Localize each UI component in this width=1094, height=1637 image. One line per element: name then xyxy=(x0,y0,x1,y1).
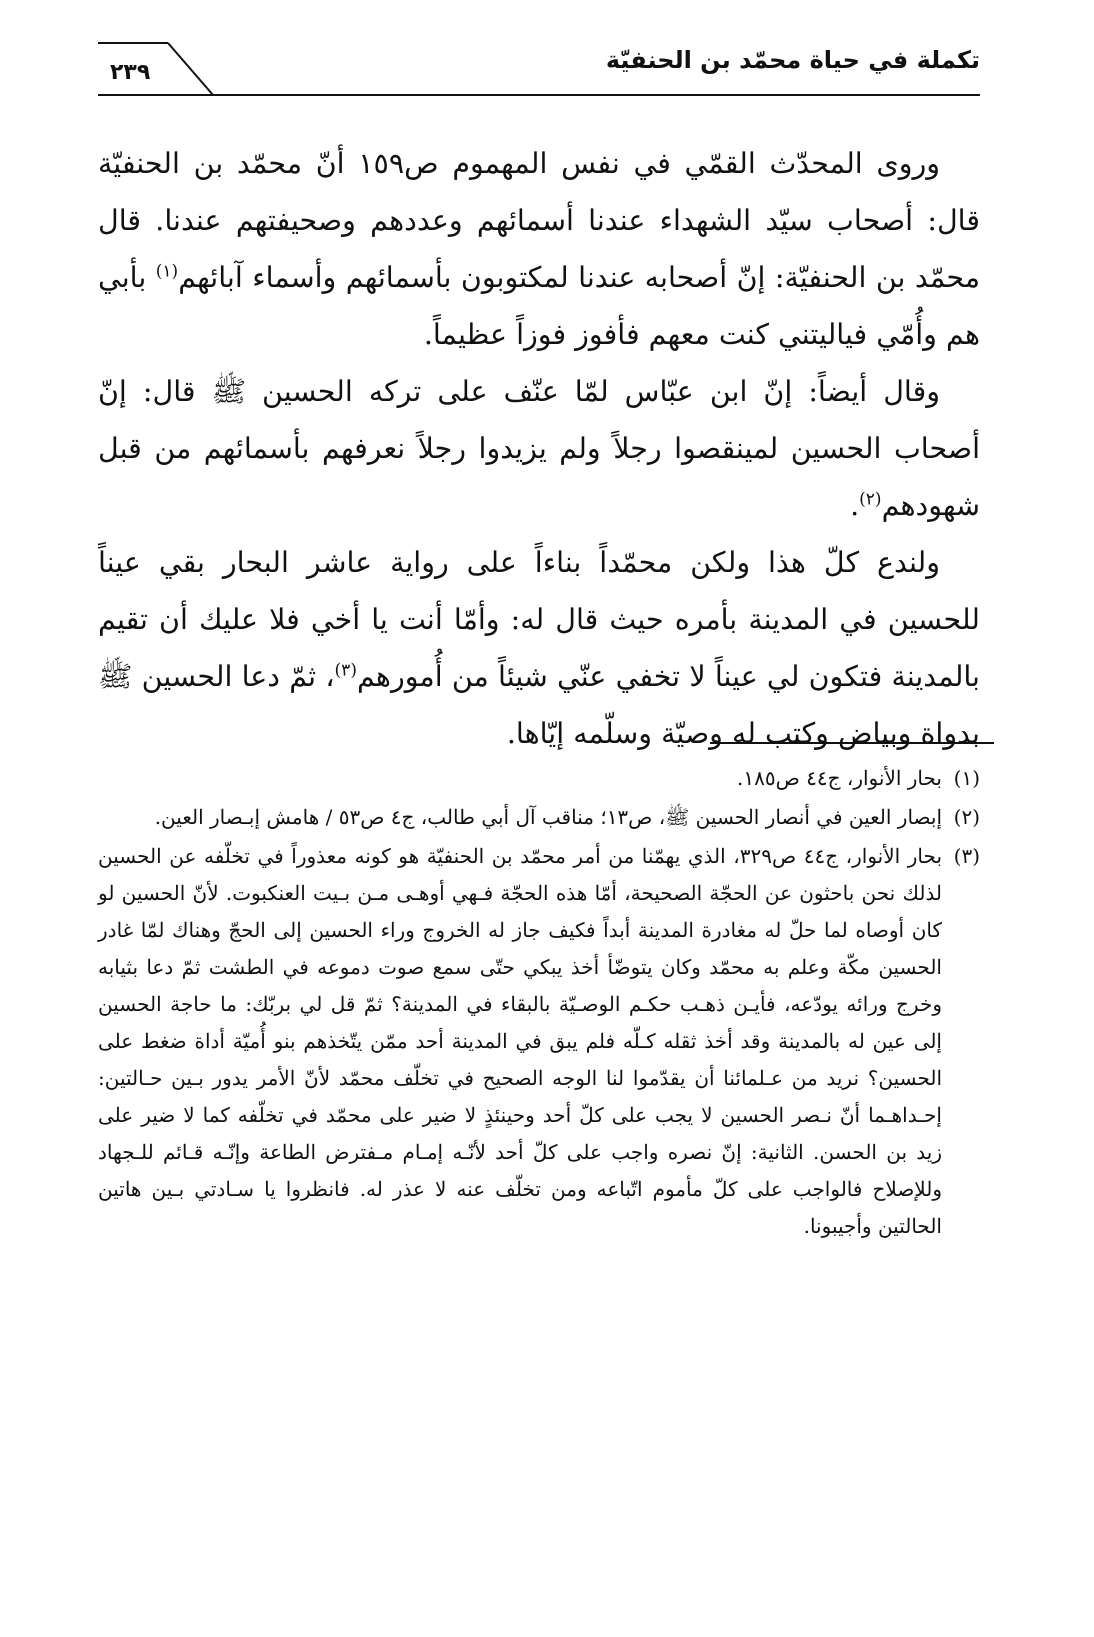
footnote-text: إبصار العين في أنصار الحسين ﷺ، ص١٣؛ مناقب آل أبي طالب، ج٤ ص٥٣ / هامش إبـصار العين. xyxy=(154,805,942,829)
footnote-separator xyxy=(710,742,994,744)
running-header xyxy=(98,42,980,98)
main-text xyxy=(98,135,980,762)
paragraph: وقال أيضاً: إنّ ابن عبّاس لمّا عنّف على تركه الحسين ﷺ قال: إنّ أصحاب الحسين لم‍ينقصوا رجلاً ولم يزيدوا رجلاً نعرفهم بأسمائهم من قبل شهودهم$^{(٢)}$. xyxy=(98,375,980,522)
running-title: تكملة في حياة محمّد بن الحنفيّة xyxy=(605,46,980,74)
footnote-text: بحار الأنوار، ج٤٤ ص١٨٥. xyxy=(736,766,942,790)
footnote-ref[interactable]: (١) xyxy=(155,261,179,282)
footnote xyxy=(98,760,980,797)
page-number: ٢٣٩ xyxy=(110,60,151,85)
paragraph: وروى المحدّث القمّي في نفس المهموم ص١٥٩ أنّ محمّد بن الحنفيّة قال: أصحاب سيّد الشهداء عندنا أسمائهم وعددهم وصحيفتهم عندنا. قال محمّد بن الحنفيّة: إنّ أصحابه عندنا لمكتوبون بأسمائهم وأسماء آبائهم$^{(١)}$ بأبي هم وأُمّي فياليتني كنت معهم فأفوز فوزاً عظيماً. xyxy=(98,147,981,351)
footnote xyxy=(98,838,980,1245)
footnote-number: (١) xyxy=(953,766,980,790)
footnote xyxy=(98,799,980,836)
footnote-ref[interactable]: (٣) xyxy=(334,660,357,681)
footnote-text: بحار الأنوار، ج٤٤ ص٣٢٩، الذي يهمّنا من أمر محمّد بن الحنفيّة هو كونه معذوراً في تخلّفه عن الحسين لذلك نحن باحثون عن الحجّة الصحيحة، أمّا هذه الحجّة فـهي أوهـى مـن بـيت العنكبوت. لأنّ الحسين لو كان أوصاه لما حلّ له مغادرة المدينة أبداً فكيف جاز له الخروج وراء الحسين إلى الحجّ وهناك لمّا غادر الحسين مكّة وعلم به محمّد وكان يتوضّأ أخذ يبكي حتّى سمع صوت دموعه في الطشت ثمّ دعا بثيابه وخرج ورائه يودّعه، فأيـن ذهـب حكـم الوصـيّة بالبقاء في المدينة؟ ثمّ قل لي بربّك: ما حاجة الحسين إلى عين له بالمدينة وقد أخذ ثقله كـلّه فلم يبق في المدينة أحد ممّن يتّخذهم بنو أُميّة أداة ضغط على الحسين؟ نريد من عـلمائنا أن يقدّموا لنا الوجه الصحيح في تخلّف محمّد لأنّ الأمر يدور بـين حـالتين: إحـداهـما أنّ نـصر الحسين لا يجب على كلّ أحد وحينئذٍ لا ضير على محمّد في تخلّفه كما لا ضير على زيد بن الحسن. الثانية: إنّ نصره واجب على كلّ أحد لأنّـه إمـام مـفترض الطاعة وإنّـه قـائم للـجهاد وللإصلاح فالواجب على كلّ مأموم اتّباعه ومن تخلّف عنه لا عذر له. فانظروا يا سـادتي بـين هاتين الحالتين وأجيبونا. xyxy=(98,844,943,1238)
footnote-ref[interactable]: (٢) xyxy=(859,489,882,510)
footnotes xyxy=(98,760,980,1247)
paragraph: ولندع كلّ هذا ولكن محمّداً بناءاً على رواية عاشر البحار بقي عيناً للحسين في المدينة بأمره حيث قال له: وأمّا أنت يا أخي فلا عليك أن تقيم بالمدينة فتكون لي عيناً لا تخفي عنّي شيئاً من أُمورهم$^{(٣)}$، ثمّ دعا الحسين ﷺ بدواة وبياض وكتب له وصيّة وسلّمه إيّاها. xyxy=(98,546,980,750)
footnote-number: (٣) xyxy=(953,844,980,868)
footnote-number: (٢) xyxy=(953,805,980,829)
